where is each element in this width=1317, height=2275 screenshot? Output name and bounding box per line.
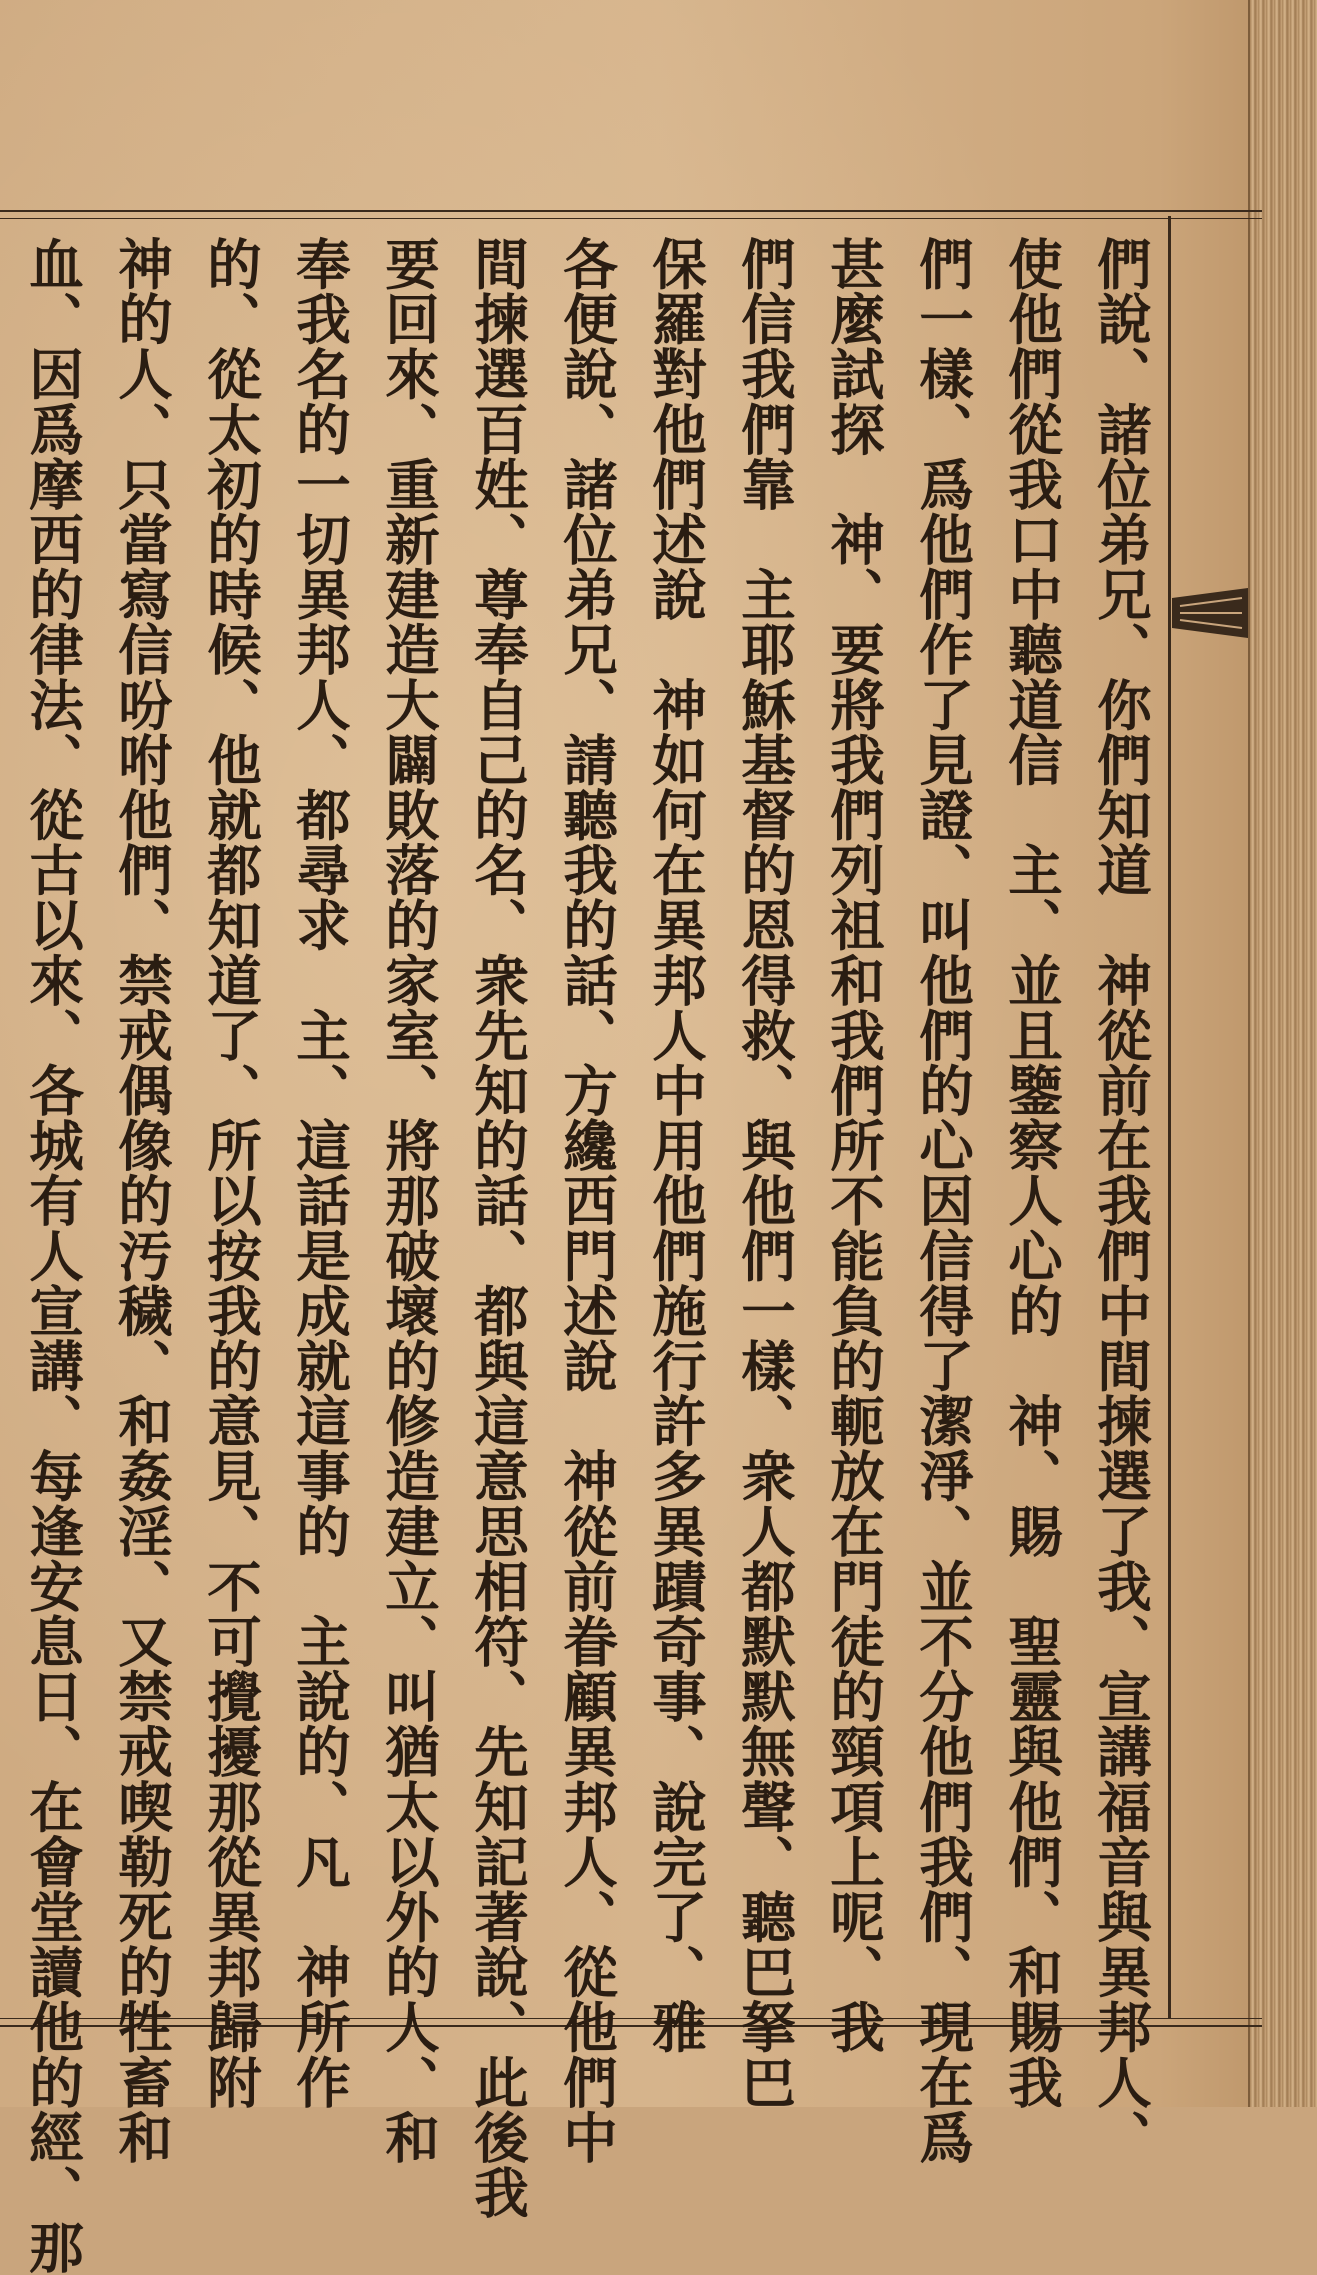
right-border-rule [1168,216,1171,2018]
text-column: 要回來、重新建造大闢敗落的家室、將那破壞的修造建立、叫猶太以外的人、和 [376,236,440,2165]
fishtail-mark [1172,588,1248,638]
text-column: 使他們從我口中聽道信 主、並且鑒察人心的 神、賜 聖靈與他們、和賜我 [999,236,1063,2110]
text-column: 神的人、只當寫信吩咐他們、禁戒偶像的汚穢、和姦淫、又禁戒喫勒死的牲畜和 [109,236,173,2165]
text-column: 們信我們靠 主耶穌基督的恩得救、與他們一樣、衆人都默默無聲、聽巴拏巴 [732,236,796,2110]
text-column: 奉我名的一切異邦人、都尋求 主、這話是成就這事的 主說的、凡 神所作 [287,236,351,2110]
text-column: 保羅對他們述說 神如何在異邦人中用他們施行許多異蹟奇事、說完了、雅 [643,236,707,2055]
text-column: 血、因爲摩西的律法、從古以來、各城有人宣講、每逢安息日、在會堂讀他的經、那 [20,236,84,2275]
text-column: 甚麼試探 神、要將我們列祖和我們所不能負的軛放在門徒的頸項上呢、我 [821,236,885,2055]
top-border-rule [0,210,1262,219]
bottom-border-rule [0,2018,1262,2027]
scripture-text-body [14,236,1164,2275]
text-column: 們說、諸位弟兄、你們知道 神從前在我們中間揀選了我、宣講福音與異邦人、 [1088,236,1152,2165]
text-column: 們一樣、爲他們作了見證、叫他們的心因信得了潔淨、並不分他們我們、現在爲 [910,236,974,2165]
text-column: 的、從太初的時候、他就都知道了、所以按我的意見、不可攪擾那從異邦歸附 [198,236,262,2110]
text-column: 各便說、諸位弟兄、請聽我的話、方纔西門述說 神從前眷顧異邦人、從他們中 [554,236,618,2165]
text-column: 間揀選百姓、尊奉自己的名、衆先知的話、都與這意思相符、先知記著說、此後我 [465,236,529,2220]
page-edges [1248,0,1317,2107]
